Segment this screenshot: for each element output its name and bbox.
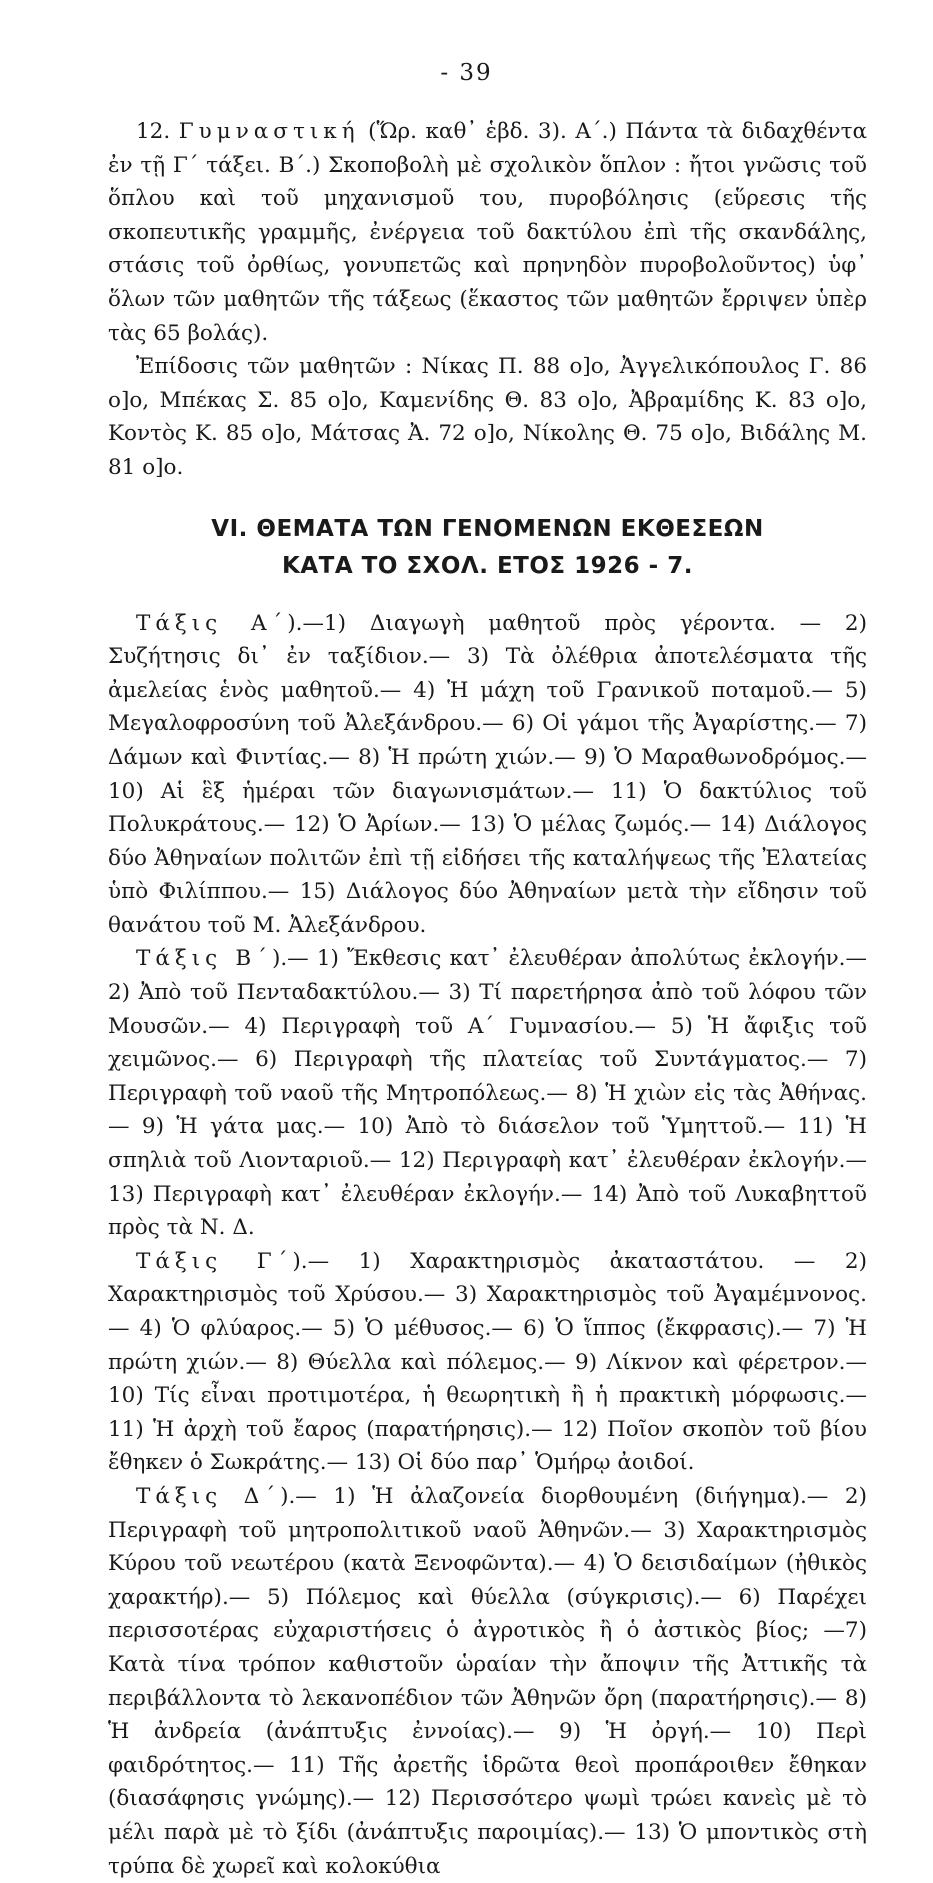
item-number: 12. bbox=[136, 119, 171, 144]
gymnastics-text: (Ὥρ. καθ᾽ ἑβδ. 3). Α΄.) Πάντα τὰ διδαχθέντα ἐν τῇ Γ΄ τάξει. Β΄.) Σκοποβολὴ μὲ σχολικὸν ὅπλον : ἤτοι γνῶσις τοῦ ὅπλου καὶ τοῦ μηχανισμοῦ του, πυροβόλησις (εὕρεσις τῆς σκοπευτικῆς γραμμῆς, ἐνέργεια τοῦ δακτύλου ἐπὶ τῆς σκανδάλης, στάσις τοῦ ὀρθίως, γονυπετῶς καὶ πρηνηδὸν πυροβολοῦντος) ὑφ᾽ ὅλων τῶν μαθητῶν τῆς τάξεως (ἕκαστος τῶν μαθητῶν ἔρριψεν ὑπὲρ τὰς 65 βολάς). bbox=[108, 119, 867, 346]
class-c-topics: ).— 1) Χαρακτηρισμὸς ἀκαταστάτου. — 2) Χαρακτηρισμὸς τοῦ Χρύσου.— 3) Χαρακτηρισμὸς τοῦ Ἀγαμέμνονος.— 4) Ὁ φλύαρος.— 5) Ὁ μέθυσος.— 6) Ὁ ἵππος (ἔκφρασις).— 7) Ἡ πρώτη χιών.— 8) Θύελλα καὶ πόλεμος.— 9) Λίκνον καὶ φέρετρον.— 10) Τίς εἶναι προτιμοτέρα, ἡ θεωρητικὴ ἢ ἡ πρακτικὴ μόρφωσις.— 11) Ἡ ἀρχὴ τοῦ ἔαρος (παρατήρησις).— 12) Ποῖον σκοπὸν τοῦ βίου ἔθηκεν ὁ Σωκράτης.— 13) Οἱ δύο παρ᾽ Ὁμήρῳ ἀοιδοί. bbox=[108, 1248, 867, 1476]
class-d-topics: ).— 1) Ἡ ἀλαζονεία διορθουμένη (διήγημα).— 2) Περιγραφὴ τοῦ μητροπολιτικοῦ ναοῦ Ἀθηνῶν.— 3) Χαρακτηρισμὸς Κύρου τοῦ νεωτέρου (κατὰ Ξενοφῶντα).— 4) Ὁ δεισιδαίμων (ἠθικὸς χαρακτήρ).— 5) Πόλεμος καὶ θύελλα (σύγκρισις).— 6) Παρέχει περισσοτέρας εὐχαριστήσεις ὁ ἀγροτικὸς ἢ ὁ ἀστικὸς βίος; —7) Κατὰ τίνα τρόπον καθιστοῦν ὡραίαν τὴν ἄποψιν τῆς Ἀττικῆς τὰ περιβάλλοντα τὸ λεκανοπέδιον τῶν Ἀθηνῶν ὄρη (παρατήρησις).— 8) Ἡ ἀνδρεία (ἀνάπτυξις ἐννοίας).— 9) Ἡ ὀργή.— 10) Περὶ φαιδρότητος.— 11) Τῆς ἀρετῆς ἱδρῶτα θεοὶ προπάροιθεν ἔθηκαν (διασάφησις γνώμης).— 12) Περισσότερο ψωμὶ τρώει κανεὶς μὲ τὸ μέλι παρὰ μὲ τὸ ξίδι (ἀνάπτυξις παροιμίας).— 13) Ὁ μποντικὸς στὴ τρύπα δὲ χωρεῖ καὶ κολοκύθια bbox=[108, 1483, 867, 1879]
class-d-label: Τάξις Δ΄ bbox=[136, 1483, 281, 1509]
class-a-topics: ).—1) Διαγωγὴ μαθητοῦ πρὸς γέροντα. — 2) Συζήτησις δι᾽ ἐν ταξίδιον.— 3) Τὰ ὀλέθρια ἀποτελέσματα τῆς ἀμελείας ἑνὸς μαθητοῦ.— 4) Ἡ μάχη τοῦ Γρανικοῦ ποταμοῦ.— 5) Μεγαλοφροσύνη τοῦ Ἀλεξάνδρου.— 6) Οἱ γάμοι τῆς Ἀγαρίστης.— 7) Δάμων καὶ Φιντίας.— 8) Ἡ πρώτη χιών.— 9) Ὁ Μαραθωνοδρόμος.— 10) Αἱ ἓξ ἡμέραι τῶν διαγωνισμάτων.— 11) Ὁ δακτύλιος τοῦ Πολυκράτους.— 12) Ὁ Ἀρίων.— 13) Ὁ μέλας ζωμός.— 14) Διάλογος δύο Ἀθηναίων πολιτῶν ἐπὶ τῇ εἰδήσει τῆς καταλήψεως τῆς Ἐλατείας ὑπὸ Φιλίππου.— 15) Διάλογος δύο Ἀθηναίων μετὰ τὴν εἴδησιν τοῦ θανάτου τοῦ Μ. Ἀλεξάνδρου. bbox=[108, 610, 867, 938]
class-b-topics: ).— 1) Ἔκθεσις κατ᾽ ἐλευθέραν ἀπολύτως ἐκλογήν.— 2) Ἀπὸ τοῦ Πενταδακτύλου.— 3) Τί παρετήρησα ἀπὸ τοῦ λόφου τῶν Μουσῶν.— 4) Περιγραφὴ τοῦ Α΄ Γυμνασίου.— 5) Ἡ ἄφιξις τοῦ χειμῶνος.— 6) Περιγραφὴ τῆς πλατείας τοῦ Συντάγματος.— 7) Περιγραφὴ τοῦ ναοῦ τῆς Μητροπόλεως.— 8) Ἡ χιὼν εἰς τὰς Ἀθήνας.— 9) Ἡ γάτα μας.— 10) Ἀπὸ τὸ διάσελον τοῦ Ὑμηττοῦ.— 11) Ἡ σπηλιὰ τοῦ Λιονταριοῦ.— 12) Περιγραφὴ κατ᾽ ἐλευθέραν ἐκλογήν.— 13) Περιγραφὴ κατ᾽ ἐλευθέραν ἐκλογήν.— 14) Ἀπὸ τοῦ Λυκαβηττοῦ πρὸς τὰ Ν. Δ. bbox=[108, 946, 867, 1241]
performance-paragraph: Ἐπίδοσις τῶν μαθητῶν : Νίκας Π. 88 ο]ο, Ἀγγελικόπουλος Γ. 86 ο]ο, Μπέκας Σ. 85 ο]ο, Καμενίδης Θ. 83 ο]ο, Ἀβραμίδης Κ. 83 ο]ο, Κοντὸς Κ. 85 ο]ο, Μάτσας Ἀ. 72 ο]ο, Νίκολης Θ. 75 ο]ο, Βιδάλης Μ. 81 ο]ο. bbox=[108, 354, 867, 480]
class-a-paragraph bbox=[108, 607, 867, 943]
class-c-label: Τάξις Γ΄ bbox=[136, 1248, 293, 1274]
class-d-paragraph bbox=[108, 1480, 867, 1883]
section-heading-line-1: VI. ΘΕΜΑΤΑ ΤΩΝ ΓΕΝΟΜΕΝΩΝ ΕΚΘΕΣΕΩΝ bbox=[211, 515, 764, 542]
class-b-paragraph bbox=[108, 942, 867, 1244]
class-c-paragraph bbox=[108, 1245, 867, 1480]
section-heading bbox=[108, 511, 867, 585]
class-a-label: Τάξις Α΄ bbox=[136, 610, 288, 636]
class-b-label: Τάξις Β΄ bbox=[136, 946, 272, 972]
gymnastics-paragraph bbox=[108, 115, 867, 350]
document-body bbox=[108, 115, 867, 1883]
page-number: - 39 bbox=[440, 60, 493, 86]
section-heading-line-2: ΚΑΤΑ ΤΟ ΣΧΟΛ. ΕΤΟΣ 1926 - 7. bbox=[282, 552, 693, 579]
subject-title: Γυμναστική bbox=[178, 119, 360, 144]
